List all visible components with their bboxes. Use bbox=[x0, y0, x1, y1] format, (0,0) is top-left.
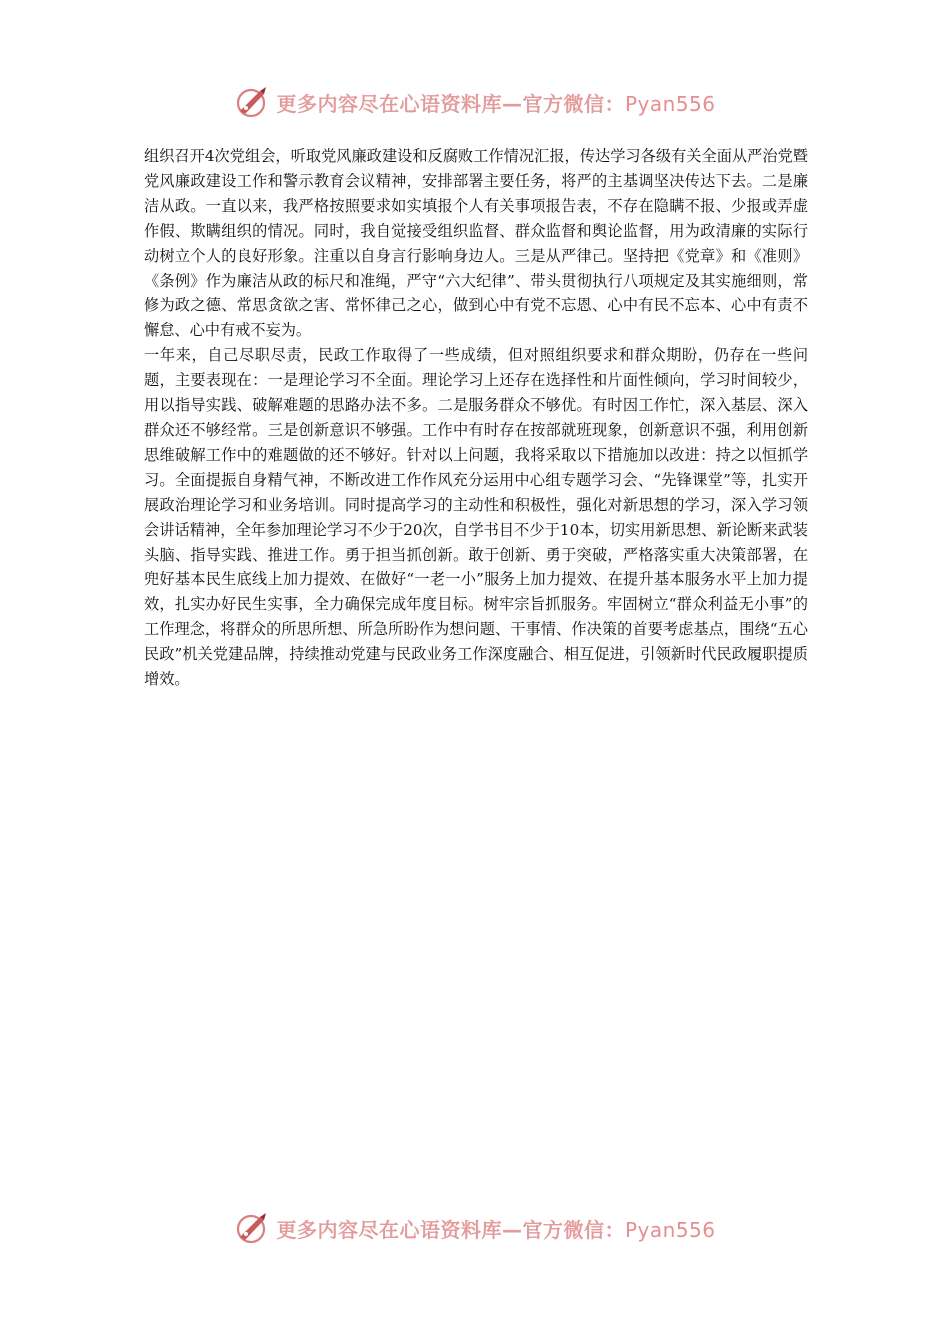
document-body bbox=[144, 144, 808, 692]
pen-nib-logo-icon bbox=[234, 84, 270, 120]
footer-banner-text bbox=[276, 1214, 715, 1243]
header-banner-cn: 更多内容尽在心语资料库—官方微信： bbox=[276, 91, 625, 116]
header-banner bbox=[0, 82, 950, 122]
header-banner-inner bbox=[234, 84, 715, 120]
body-paragraph-1: 组织召开4次党组会，听取党风廉政建设和反腐败工作情况汇报，传达学习各级有关全面从严治党暨党风廉政建设工作和警示教育会议精神，安排部署主要任务，将严的主基调坚决传达下去。二是廉洁从政。一直以来，我严格按照要求如实填报个人有关事项报告表，不存在隐瞒不报、少报或弄虚作假、欺瞒组织的情况。同时，我自觉接受组织监督、群众监督和舆论监督，用为政清廉的实际行动树立个人的良好形象。注重以自身言行影响身边人。三是从严律己。坚持把《党章》和《准则》《条例》作为廉洁从政的标尺和准绳，严守“六大纪律”、带头贯彻执行八项规定及其实施细则，常修为政之德、常思贪欲之害、常怀律己之心，做到心中有党不忘恩、心中有民不忘本、心中有责不懈怠、心中有戒不妄为。 bbox=[144, 147, 808, 340]
header-banner-text bbox=[276, 88, 715, 117]
body-paragraph-2: 一年来，自己尽职尽责，民政工作取得了一些成绩，但对照组织要求和群众期盼，仍存在一些问题，主要表现在：一是理论学习不全面。理论学习上还存在选择性和片面性倾向，学习时间较少，用以指导实践、破解难题的思路办法不多。二是服务群众不够优。有时因工作忙，深入基层、深入群众还不够经常。三是创新意识不够强。工作中有时存在按部就班现象，创新意识不强，利用创新思维破解工作中的难题做的还不够好。针对以上问题，我将采取以下措施加以改进：持之以恒抓学习。全面提振自身精气神，不断改进工作作风充分运用中心组专题学习会、“先锋课堂”等，扎实开展政治理论学习和业务培训。同时提高学习的主动性和积极性，强化对新思想的学习，深入学习领会讲话精神，全年参加理论学习不少于20次，自学书目不少于10本，切实用新思想、新论断来武装头脑、指导实践、推进工作。勇于担当抓创新。敢于创新、勇于突破，严格落实重大决策部署，在兜好基本民生底线上加力提效、在做好“一老一小”服务上加力提效、在提升基本服务水平上加力提效，扎实办好民生实事，全力确保完成年度目标。树牢宗旨抓服务。牢固树立“群众利益无小事”的工作理念，将群众的所思所想、所急所盼作为想问题、干事情、作决策的首要考虑基点，围绕“五心民政”机关党建品牌，持续推动党建与民政业务工作深度融合、相互促进，引领新时代民政履职提质增效。 bbox=[144, 346, 808, 689]
footer-banner-inner bbox=[234, 1210, 715, 1246]
footer-banner-cn: 更多内容尽在心语资料库—官方微信： bbox=[276, 1217, 625, 1242]
footer-banner-id: Pyan556 bbox=[624, 1217, 716, 1242]
pen-nib-logo-icon bbox=[234, 1210, 270, 1246]
header-banner-id: Pyan556 bbox=[624, 91, 716, 116]
footer-banner bbox=[0, 1208, 950, 1248]
